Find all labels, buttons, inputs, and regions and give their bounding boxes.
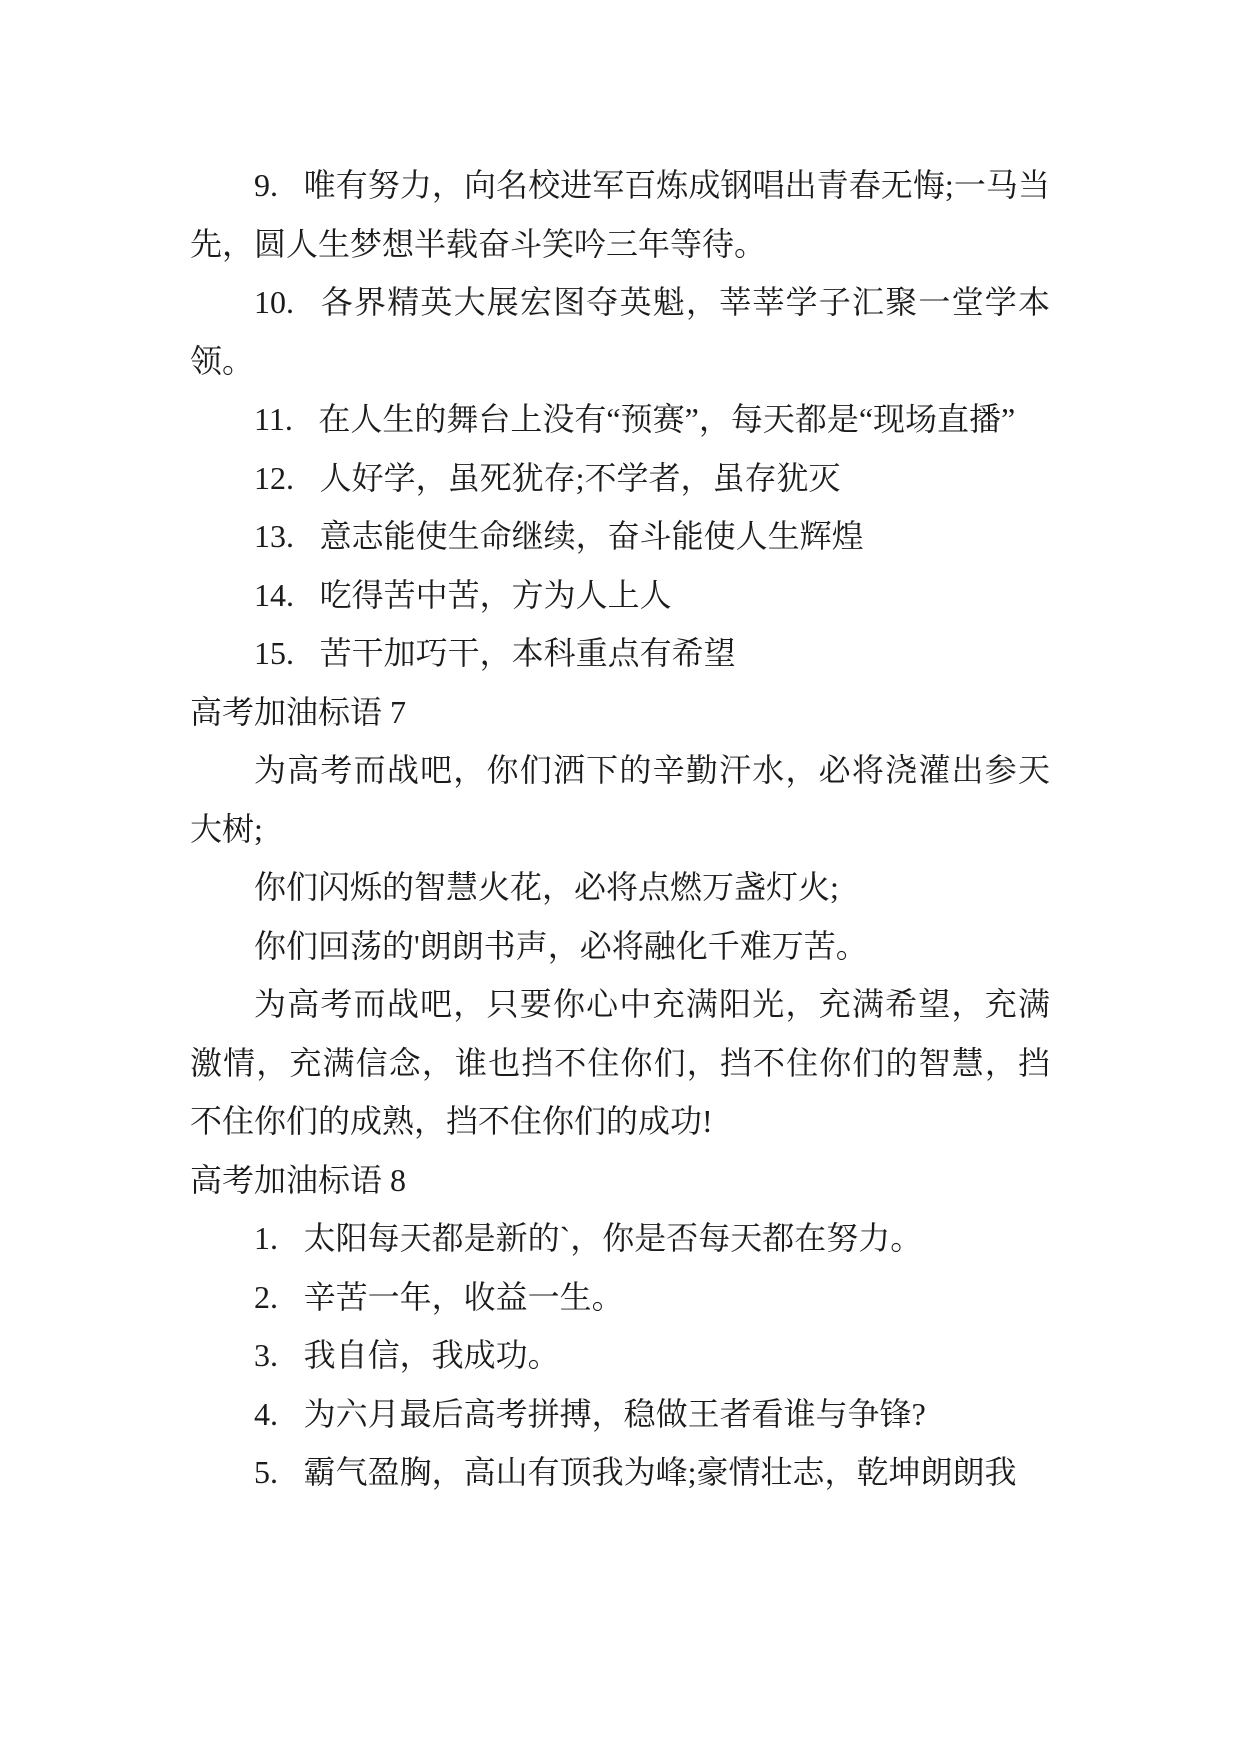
list-number: 15. [254,635,294,671]
text-run: 苦干加巧干，本科重点有希望 [319,635,736,671]
list-number: 1. [254,1220,278,1256]
section-heading [190,683,1050,742]
paragraph [190,975,1050,1151]
list-number: 5. [254,1454,278,1490]
list-item [190,1326,1050,1385]
paragraph [190,741,1050,858]
list-number: 12. [254,459,294,496]
text-run: 在人生的舞台上没有“预赛”，每天都是“现场直播” [318,401,1016,437]
text-run: 为六月最后高考拼搏，稳做王者看谁与争锋? [303,1395,926,1432]
text-run: 唯有努力，向名校进军百炼成钢唱出青春无悔;一马当先，圆人生梦想半载奋斗笑吟三年等待。 [190,167,1050,262]
text-run: 意志能使生命继续，奋斗能使人生辉煌 [319,518,864,554]
text-run: 为高考而战吧，只要你心中充满阳光，充满希望，充满激情，充满信念，谁也挡不住你们，挡不住你们的智慧，挡不住你们的成熟，挡不住你们的成功! [190,986,1050,1139]
list-item [190,507,1050,566]
list-item [190,1443,1050,1502]
list-item [190,1385,1050,1444]
document-body [190,156,1050,1502]
list-item [190,624,1050,683]
list-item [190,390,1050,449]
list-item [190,156,1050,273]
text-run: 高考加油标语 8 [190,1161,407,1198]
text-run: 吃得苦中苦，方为人上人 [319,576,672,613]
list-item [190,1209,1050,1268]
list-item [190,449,1050,508]
text-run: 我自信，我成功。 [303,1337,560,1373]
text-run: 高考加油标语 7 [190,693,407,730]
list-item [190,566,1050,625]
text-run: 为高考而战吧，你们洒下的辛勤汗水，必将浇灌出参天大树; [190,752,1050,847]
text-run: 你们闪烁的智慧火花，必将点燃万盏灯火; [254,869,839,905]
section-heading [190,1151,1050,1210]
list-number: 10. [254,284,294,320]
paragraph [190,858,1050,917]
list-item [190,273,1050,390]
text-run: 霸气盈胸，高山有顶我为峰;豪情壮志，乾坤朗朗我 [303,1454,1017,1490]
paragraph [190,917,1050,976]
text-run: 各界精英大展宏图夺英魁，莘莘学子汇聚一堂学本领。 [190,284,1050,379]
list-number: 14. [254,576,294,613]
text-run: 辛苦一年，收益一生。 [303,1278,624,1315]
text-run: 你们回荡的'朗朗书声，必将融化千难万苦。 [254,927,868,964]
list-number: 9. [254,167,278,203]
list-number: 2. [254,1278,278,1315]
text-run: 太阳每天都是新的`，你是否每天都在努力。 [303,1220,923,1256]
list-item [190,1268,1050,1327]
list-number: 3. [254,1337,278,1373]
list-number: 13. [254,518,294,554]
list-number: 11. [254,401,293,437]
list-number: 4. [254,1395,278,1432]
text-run: 人好学，虽死犹存;不学者，虽存犹灭 [319,459,841,496]
